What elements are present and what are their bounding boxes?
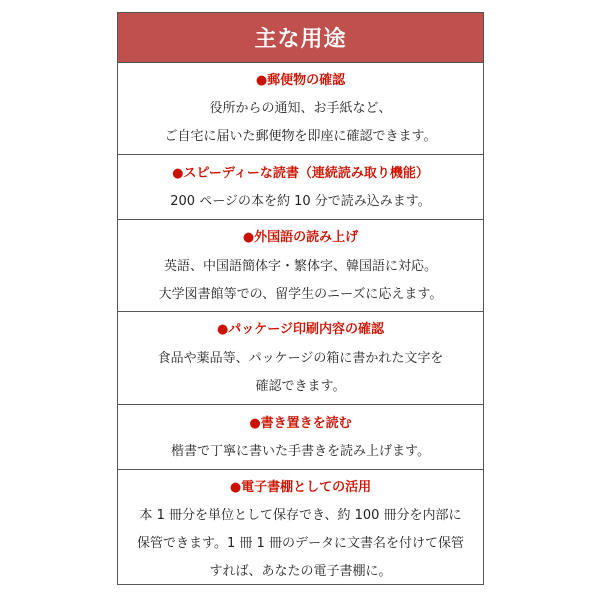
usage-table — [117, 12, 484, 585]
section-line: 英語、中国語簡体字・繁体字、韓国語に対応。 — [163, 259, 437, 274]
section-line: 確認できます。 — [255, 379, 346, 394]
section-handwriting — [118, 404, 483, 469]
section-title: ●郵便物の確認 — [255, 73, 346, 88]
section-foreign-language — [118, 219, 483, 311]
section-line: 役所からの通知、お手紙など、 — [209, 101, 392, 116]
header-title: 主な用途 — [254, 27, 347, 52]
section-line: 本 1 冊分を単位として保存でき、約 100 冊分を内部に — [139, 508, 462, 523]
section-line: 200 ページの本を約 10 分で読み込みます。 — [170, 194, 431, 209]
section-title: ●スピーディーな読書（連続読み取り機能） — [172, 166, 429, 181]
section-line: 大学図書館等での、留学生のニーズに応えます。 — [158, 287, 443, 302]
section-title: ●外国語の読み上げ — [242, 230, 359, 245]
section-line: ご自宅に届いた郵便物を即座に確認できます。 — [164, 129, 437, 144]
section-line: 楷書で丁寧に書いた手書きを読み上げます。 — [171, 444, 430, 459]
section-title: ●パッケージ印刷内容の確認 — [216, 322, 385, 337]
section-line: 保管できます。1 冊 1 冊のデータに文書名を付けて保管 — [137, 536, 464, 551]
section-line: 食品や薬品等、パッケージの箱に書かれた文字を — [157, 351, 444, 366]
section-package — [118, 311, 483, 404]
section-title: ●電子書棚としての活用 — [229, 480, 372, 495]
table-header — [118, 13, 483, 62]
section-bookshelf — [118, 469, 483, 586]
section-title: ●書き置きを読む — [249, 416, 352, 431]
section-line: すれば、あなたの電子書棚に。 — [209, 564, 392, 579]
section-mail — [118, 62, 483, 154]
section-reading — [118, 154, 483, 219]
